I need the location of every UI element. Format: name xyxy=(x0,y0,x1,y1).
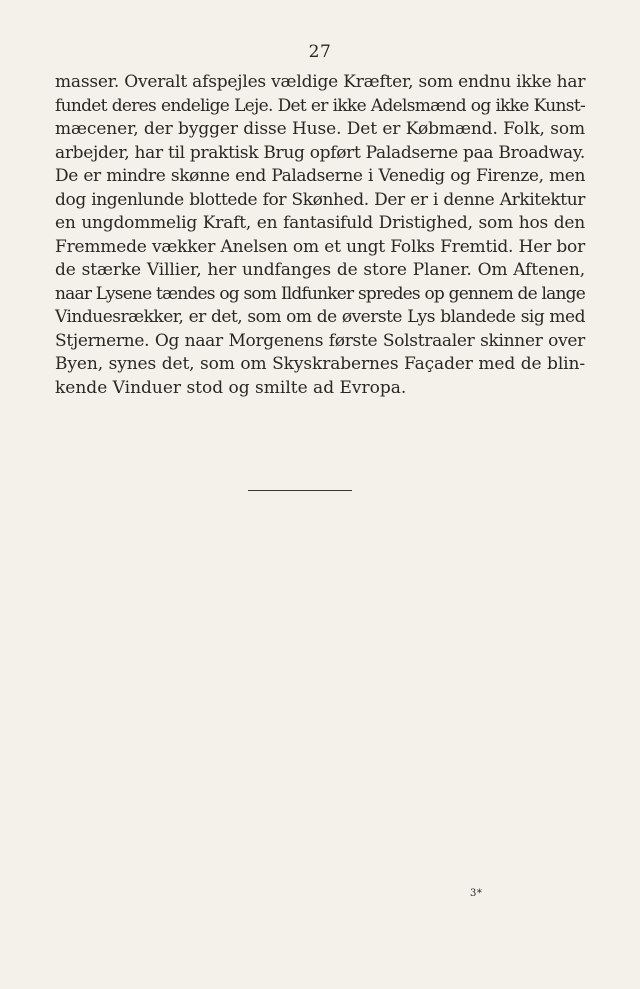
page-number: 27 xyxy=(308,42,332,62)
text-line: de stærke Villier, her undfanges de store Planer. Om Aftenen, xyxy=(55,260,585,280)
text-line: en ungdommelig Kraft, en fantasifuld Dristighed, som hos den xyxy=(55,213,585,233)
text-line: dog ingenlunde blottede for Skønhed. Der er i denne Arkitektur xyxy=(55,189,585,210)
text-line: Vinduesrækker, er det, som om de øverste Lys blandede sig med xyxy=(55,307,585,327)
text-line: arbejder, har til praktisk Brug opført Paladserne paa Broadway. xyxy=(55,142,585,163)
text-line-last: kende Vinduer stod og smilte ad Evropa. xyxy=(55,377,407,398)
text-line: mæcener, der bygger disse Huse. Det er Købmænd. Folk, som xyxy=(55,119,585,139)
text-line: Byen, synes det, som om Skyskrabernes Façader med de blin- xyxy=(55,354,585,374)
text-line: fundet deres endelige Leje. Det er ikke Adelsmænd og ikke Kunst- xyxy=(55,95,585,116)
printer-signature-mark: 3* xyxy=(470,888,483,899)
text-line: De er mindre skønne end Paladserne i Venedig og Firenze, men xyxy=(55,166,585,186)
section-divider-rule xyxy=(248,490,352,491)
text-line: Stjernerne. Og naar Morgenens første Solstraaler skinner over xyxy=(55,330,585,351)
text-line: Fremmede vækker Anelsen om et ungt Folks Fremtid. Her bor xyxy=(55,236,585,257)
text-line: masser. Overalt afspejles vældige Kræfter, som endnu ikke har xyxy=(55,72,586,92)
body-paragraph xyxy=(55,71,585,400)
text-line: naar Lysene tændes og som Ildfunker spredes op gennem de lange xyxy=(55,283,585,304)
